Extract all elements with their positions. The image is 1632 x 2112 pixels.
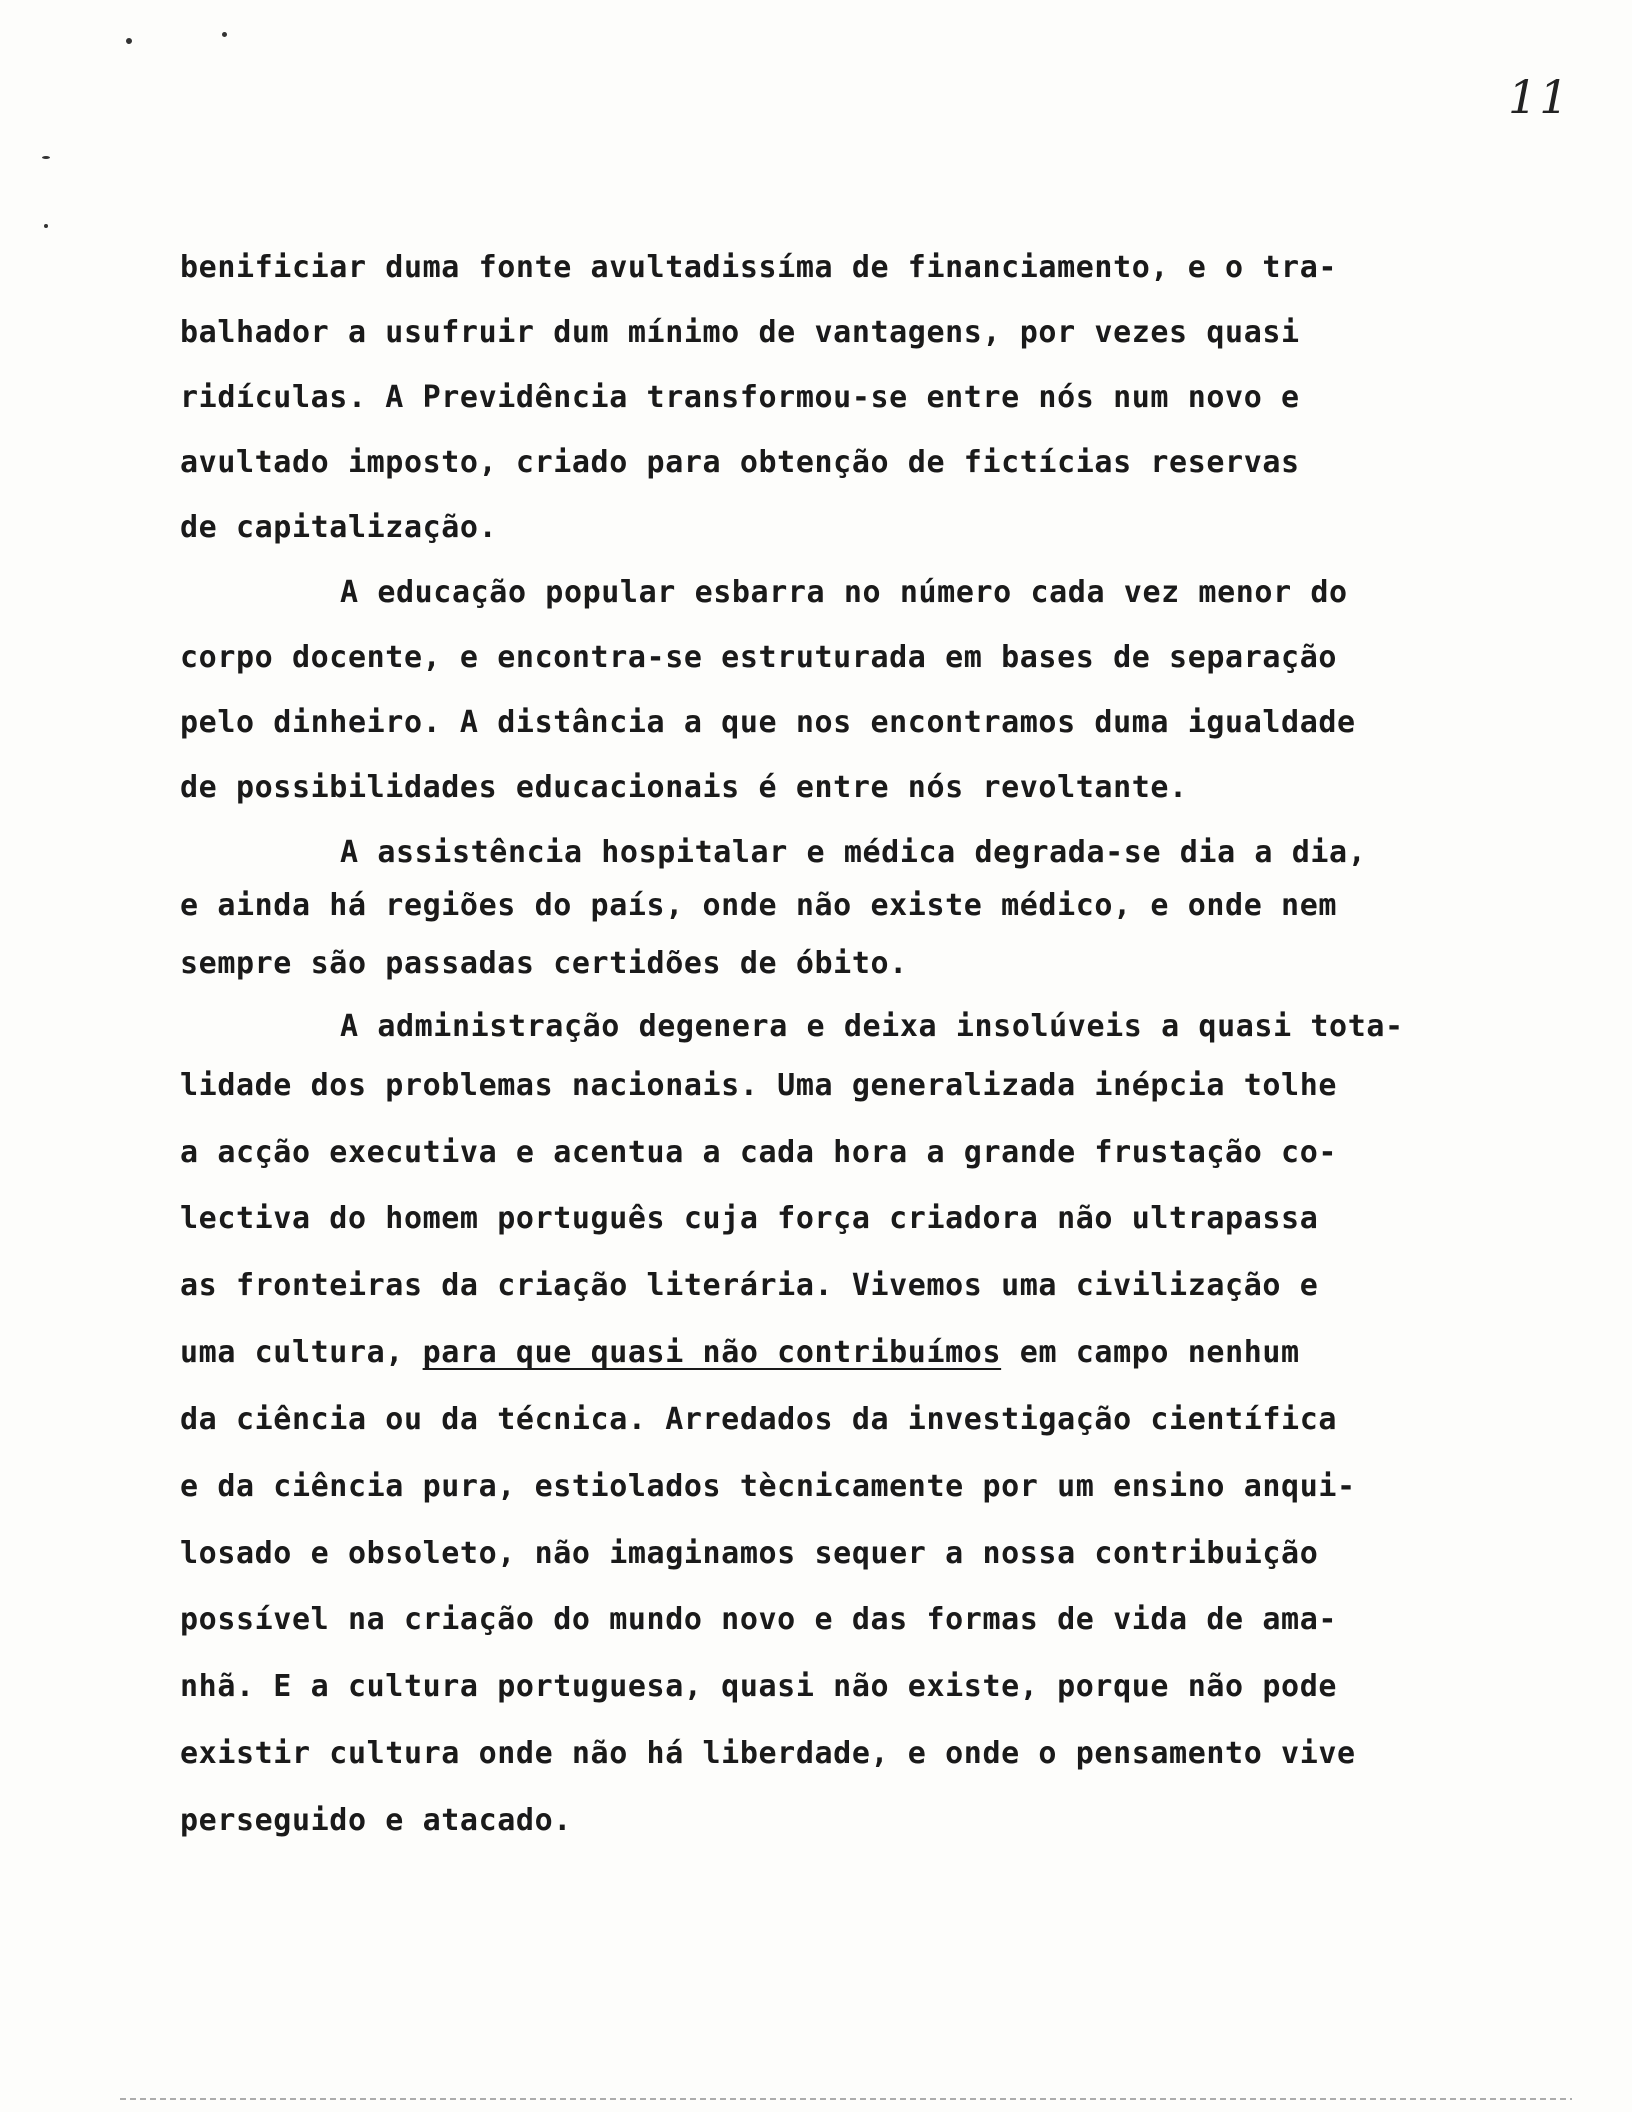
text-line: as fronteiras da criação literária. Vivemos uma civilização e [180,1268,1319,1303]
text-line: possível na criação do mundo novo e das formas de vida de ama- [180,1602,1338,1637]
text-line: a acção executiva e acentua a cada hora a grande frustação co- [180,1135,1338,1170]
scan-speck [222,32,227,37]
scan-speck [126,38,132,44]
text-line: e da ciência pura, estiolados tècnicamente por um ensino anqui- [180,1469,1356,1504]
text-line: A assistência hospitalar e médica degrada-se dia a dia, [340,835,1367,870]
text-line: sempre são passadas certidões de óbito. [180,946,908,981]
text-line: perseguido e atacado. [180,1803,572,1838]
scan-speck [44,224,48,228]
text-line: lectiva do homem português cuja força criadora não ultrapassa [180,1201,1319,1236]
text-segment: uma cultura, [180,1335,423,1370]
text-line: avultado imposto, criado para obtenção de fictícias reservas [180,445,1300,480]
scan-speck [42,156,50,159]
text-line: e ainda há regiões do país, onde não existe médico, e onde nem [180,888,1338,923]
text-line: A educação popular esbarra no número cada vez menor do [340,575,1348,610]
text-line: pelo dinheiro. A distância a que nos encontramos duma igualdade [180,705,1356,740]
scan-edge-line [120,2098,1572,2100]
text-line: A administração degenera e deixa insolúveis a quasi tota- [340,1009,1404,1044]
text-line: balhador a usufruir dum mínimo de vantagens, por vezes quasi [180,315,1300,350]
underlined-text-line [180,1333,1300,1373]
text-line: existir cultura onde não há liberdade, e onde o pensamento vive [180,1736,1356,1771]
text-line: de possibilidades educacionais é entre nós revoltante. [180,770,1188,805]
text-segment: em campo nenhum [1001,1335,1300,1370]
text-line: ridículas. A Previdência transformou-se entre nós num novo e [180,380,1300,415]
text-line: nhã. E a cultura portuguesa, quasi não existe, porque não pode [180,1669,1338,1704]
text-line: losado e obsoleto, não imaginamos sequer a nossa contribuição [180,1536,1319,1571]
text-line: da ciência ou da técnica. Arredados da investigação científica [180,1402,1338,1437]
text-line: benificiar duma fonte avultadissíma de financiamento, e o tra- [180,250,1338,285]
text-line: corpo docente, e encontra-se estruturada em bases de separação [180,640,1338,675]
text-line: lidade dos problemas nacionais. Uma generalizada inépcia tolhe [180,1068,1338,1103]
page-number: 11 [1508,70,1571,124]
underlined-phrase: para que quasi não contribuímos [422,1335,1002,1370]
text-line: de capitalização. [180,510,498,545]
